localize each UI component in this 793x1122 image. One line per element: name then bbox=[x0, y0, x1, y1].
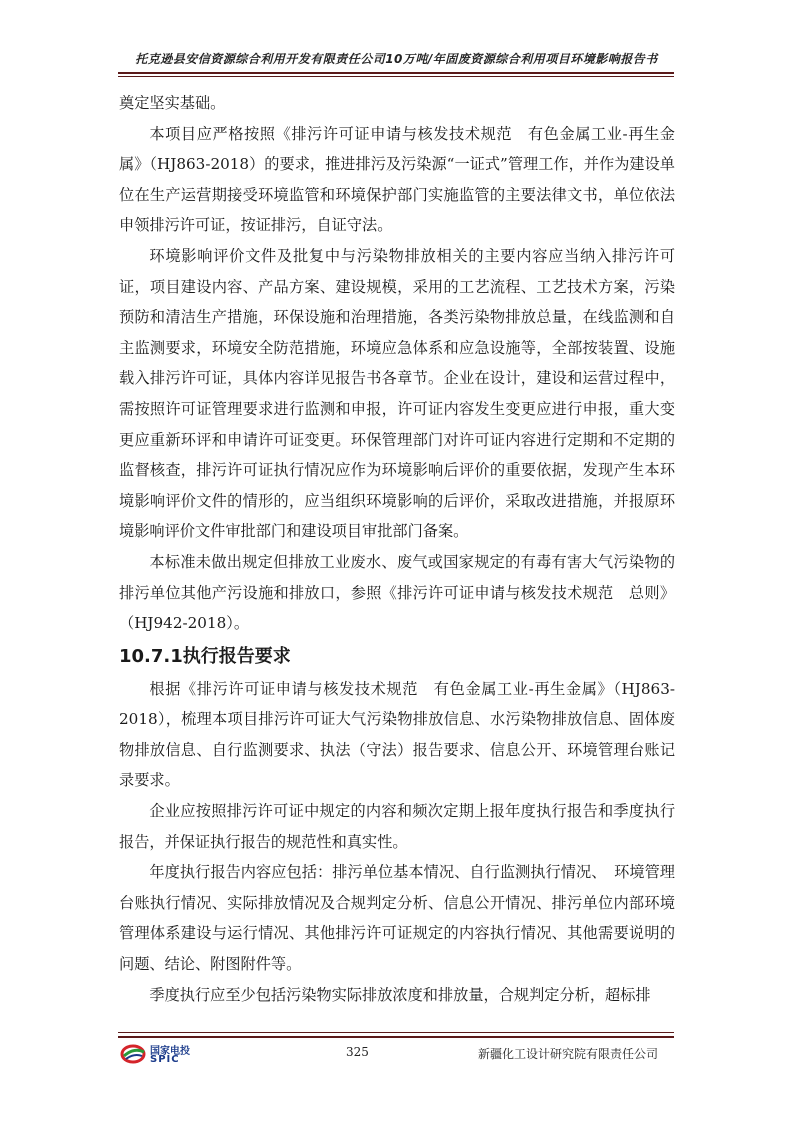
footer-organization: 新疆化工设计研究院有限责任公司 bbox=[478, 1047, 659, 1061]
page-number: 325 bbox=[346, 1045, 369, 1059]
section-paragraph: 根据《排污许可证申请与核发技术规范 有色金属工业-再生金属》（HJ863-2018），梳理本项目排污许可证大气污染物排放信息、水污染物排放信息、固体废物排放信息、自行监测要求、执法（守法）报告要求、信息公开、环境管理台账记录要求。 bbox=[119, 679, 675, 790]
spic-logo-icon bbox=[120, 1041, 148, 1067]
header-rule-thin bbox=[118, 76, 674, 77]
document-body bbox=[119, 88, 675, 1010]
section-paragraph: 季度执行应至少包括污染物实际排放浓度和排放量，合规判定分析，超标排 bbox=[149, 985, 651, 1004]
section-heading: 10.7.1执行报告要求 bbox=[119, 645, 291, 667]
spic-logo bbox=[120, 1041, 204, 1067]
footer-rule-thin bbox=[118, 1032, 674, 1033]
header-rule bbox=[118, 72, 674, 74]
body-paragraph: 环境影响评价文件及批复中与污染物排放相关的主要内容应当纳入排污许可证，项目建设内容、产品方案、建设规模，采用的工艺流程、工艺技术方案，污染预防和清洁生产措施，环保设施和治理措施，各类污染物排放总量，在线监测和自主监测要求，环境安全防范措施，环境应急体系和应急设施等，全部按装置、设施载入排污许可证，具体内容详见报告书各章节。企业在设计，建设和运营过程中，需按照许可证管理要求进行监测和申报，许可证内容发生变更应进行申报，重大变更应重新环评和申请许可证变更。环保管理部门对许可证内容进行定期和不定期的监督核查，排污许可证执行情况应作为环境影响后评价的重要依据，发现产生本环境影响评价文件的情形的，应当组织环境影响的后评价，采取改进措施，并报原环境影响评价文件审批部门和建设项目审批部门备案。 bbox=[119, 246, 675, 541]
body-paragraph: 奠定坚实基础。 bbox=[119, 94, 226, 112]
body-paragraph: 本项目应严格按照《排污许可证申请与核发技术规范 有色金属工业-再生金属》（HJ863-2018）的要求，推进排污及污染源“一证式”管理工作，并作为建设单位在生产运营期接受环境监管和环境保护部门实施监管的主要法律文书，单位依法申领排污许可证，按证排污，自证守法。 bbox=[119, 124, 675, 235]
header-title: 托克逊县安信资源综合利用开发有限责任公司10万吨/年固废资源综合利用项目环境影响报告书 bbox=[135, 52, 658, 66]
section-paragraph: 企业应按照排污许可证中规定的内容和频次定期上报年度执行报告和季度执行报告，并保证执行报告的规范性和真实性。 bbox=[119, 802, 675, 851]
footer-rule bbox=[118, 1036, 674, 1038]
section-paragraph: 年度执行报告内容应包括：排污单位基本情况、自行监测执行情况、 环境管理台账执行情况、实际排放情况及合规判定分析、信息公开情况、排污单位内部环境管理体系建设与运行情况、其他排污许可证规定的内容执行情况、其他需要说明的问题、结论、附图附件等。 bbox=[119, 863, 675, 974]
logo-text-en: SPIC bbox=[150, 1054, 180, 1065]
logo-text-cn: 国家电投 bbox=[150, 1046, 190, 1057]
body-paragraph: 本标准未做出规定但排放工业废水、废气或国家规定的有毒有害大气污染物的排污单位其他产污设施和排放口，参照《排污许可证申请与核发技术规范 总则》（HJ942-2018）。 bbox=[119, 552, 675, 633]
